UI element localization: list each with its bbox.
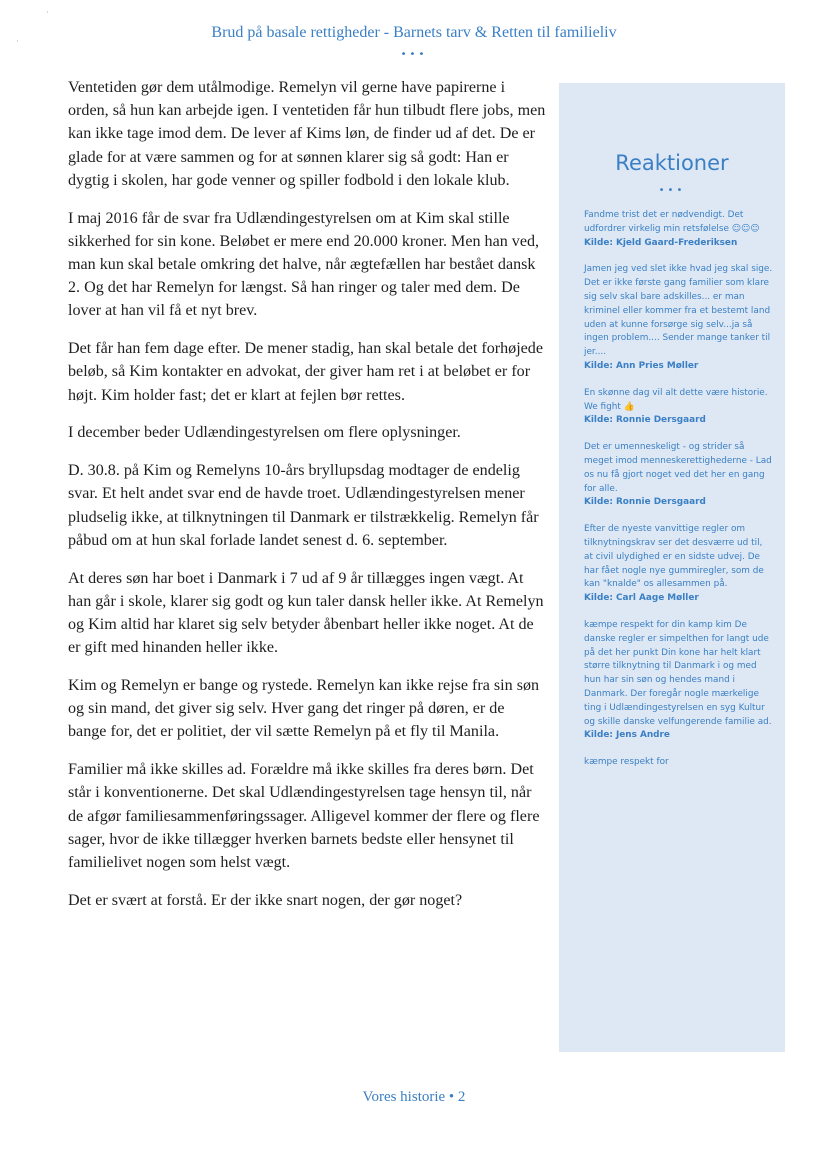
comment <box>584 263 774 373</box>
article-paragraph: At deres søn har boet i Danmark i 7 ud af 9 år tillægges ingen vægt. At han går i skole, klarer sig godt og kun taler dansk heller ikke. At Remelyn og Kim altid har klaret sig selv betyder åbenbart heller ikke noget. At de er gift med hinanden heller ikke. <box>68 569 544 657</box>
comment <box>584 441 774 510</box>
article-paragraph: D. 30.8. på Kim og Remelyns 10-års bryllupsdag modtager de endelig svar. Et helt andet svar end de havde troet. Udlændingestyrelsen mener pludselig ikke, at tilknytningen til Danmark er tilstrækkelig. Remelyn får påbud om at hun skal forlade landet senest d. 6. september. <box>68 462 539 549</box>
article-paragraph: Familier må ikke skilles ad. Forældre må ikke skilles fra deres børn. Det står i konventionerne. Det skal Udlændingestyrelsen tage hensyn til, når de afgør familiesammenføringssager. Alligevel kommer der flere og flere sager, hvor de ikke tillægger hverken barnets bedste eller hensynet til familielivet nogen som helst vægt. <box>68 761 540 872</box>
article-paragraph: Det er svært at forstå. Er der ikke snart nogen, der gør noget? <box>68 891 463 909</box>
comment-text: Jamen jeg ved slet ikke hvad jeg skal sige. Det er ikke første gang familier som klare sig selv skal bare adskilles... er man kriminel eller kommer fra et bestemt land uden at kunne forsørge sig selv...ja så ingen problem.... Sender mange tanker til jer.... <box>584 264 773 358</box>
scan-mark: · <box>16 37 19 47</box>
comment <box>584 523 774 606</box>
scan-mark: · <box>46 8 49 18</box>
comment-list <box>584 209 774 783</box>
comment-source: Kilde: Ronnie Dersgaard <box>584 497 706 508</box>
comment-text: Fandme trist det er nødvendigt. Det udfordrer virkelig min retsfølelse ☺☺☺ <box>584 210 760 234</box>
article-paragraph: I maj 2016 får de svar fra Udlændingestyrelsen om at Kim skal stille sikkerhed for sin kone. Beløbet er mere end 20.000 kroner. Men han ved, man kun skal betale omkring det halve, når ægtefællen har bestået dansk 2. Og det har Remelyn for længst. Så han ringer og taler med dem. De lover at han vil få et nyt brev. <box>68 209 540 320</box>
comment-text: En skønne dag vil alt dette være historie. We fight 👍 <box>584 387 768 412</box>
comment-source: Kilde: Ronnie Dersgaard <box>584 415 706 426</box>
comment-text: Det er umenneskeligt - og strider så meget imod menneskerettighederne - Lad os nu få gjort noget ved det her en gang for alle. <box>584 442 772 494</box>
article-body <box>68 76 546 927</box>
article-paragraph: Ventetiden gør dem utålmodige. Remelyn vil gerne have papirerne i orden, så hun kan arbejde igen. I ventetiden får hun tilbudt flere jobs, men kan ikke tage imod dem. De lever af Kims løn, de finder ud af det. De er glade for at være sammen og for at sønnen klarer sig så godt: Han er dygtig i skolen, har gode venner og spiller fodbold i den lokale klub. <box>68 79 546 189</box>
comment <box>584 209 774 250</box>
sidebar-dots: ••• <box>658 185 686 196</box>
page-footer: Vores historie • 2 <box>362 1089 466 1105</box>
comment-source: Kilde: Ann Pries Møller <box>584 360 699 371</box>
header-dots: ••• <box>400 49 428 60</box>
sidebar-title: Reaktioner <box>615 151 729 175</box>
reactions-sidebar <box>559 83 785 1052</box>
running-header: Brud på basale rettigheder - Barnets tarv & Retten til familieliv <box>211 24 617 41</box>
article-paragraph: Det får han fem dage efter. De mener stadig, han skal betale det forhøjede beløb, så Kim kontakter en advokat, der giver ham ret i at beløbet er for højt. Kim holder fast; det er klart at fejlen bør rettes. <box>68 340 544 404</box>
article-paragraph: I december beder Udlændingestyrelsen om flere oplysninger. <box>68 424 461 442</box>
comment-source: Kilde: Jens Andre <box>584 730 670 741</box>
comment <box>584 387 774 428</box>
comment <box>584 619 774 743</box>
comment-source: Kilde: Kjeld Gaard-Frederiksen <box>584 237 738 248</box>
comment-text: Efter de nyeste vanvittige regler om tilknytningskrav ser det desværre ud til, at civil ulydighed er en sidste udvej. De har fået nogle nye gummiregler, som de kan "knalde" os allesammen på. <box>584 524 764 590</box>
comment-text: kæmpe respekt for <box>584 757 669 768</box>
article-paragraph: Kim og Remelyn er bange og rystede. Remelyn kan ikke rejse fra sin søn og sin mand, det giver sig selv. Hver gang det ringer på døren, er de bange for, det er politiet, der vil sætte Remelyn på et fly til Manila. <box>68 677 540 741</box>
comment <box>584 756 774 770</box>
comment-text: kæmpe respekt for din kamp kim De danske regler er simpelthen for langt ude på det her punkt Din kone har helt klart større tilknytning til Danmark i og med hun har sin søn og hendes mand i Danmark. Der foregår nogle mærkelige ting i Udlændingestyrelsen en syg Kultur og skille danske velfungerende familie ad. <box>584 619 772 727</box>
comment-source: Kilde: Carl Aage Møller <box>584 593 699 604</box>
